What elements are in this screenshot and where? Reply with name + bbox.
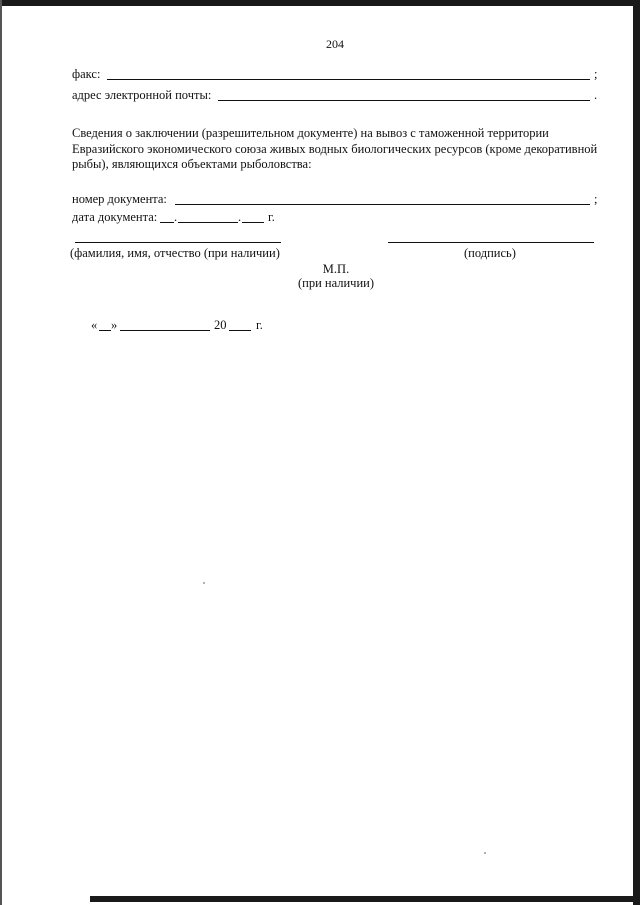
- page-number: 204: [326, 37, 344, 51]
- paragraph-line-3: рыбы), являющихся объектами рыболовства:: [72, 157, 312, 171]
- doc-number-end-mark: ;: [594, 192, 598, 206]
- email-label: адрес электронной почты:: [72, 88, 212, 102]
- paragraph-line-1: Сведения о заключении (разрешительном документе) на вывоз с таможенной территории: [72, 126, 549, 140]
- signature-caption: (подпись): [464, 246, 516, 260]
- stamp-mark: М.П.: [322, 262, 350, 276]
- doc-date-dot-2: .: [238, 210, 242, 224]
- scan-speck: [484, 852, 486, 854]
- doc-number-label: номер документа:: [72, 192, 167, 206]
- stamp-note: (при наличии): [297, 276, 375, 290]
- sign-date-month-field[interactable]: [120, 330, 210, 331]
- doc-date-month-field[interactable]: [178, 222, 238, 223]
- scan-border-top: [0, 0, 640, 6]
- full-name-caption: (фамилия, имя, отчество (при наличии): [70, 246, 280, 260]
- sign-date-day-field[interactable]: [99, 330, 111, 331]
- doc-date-dot-1: .: [174, 210, 178, 224]
- doc-number-field[interactable]: [175, 204, 590, 205]
- scan-border-right: [633, 0, 640, 905]
- doc-date-label: дата документа:: [72, 210, 158, 224]
- paragraph-line-2: Евразийского экономического союза живых водных биологических ресурсов (кроме декоративной: [72, 141, 598, 156]
- scan-speck: [203, 582, 205, 584]
- permit-info-paragraph: [72, 126, 607, 173]
- doc-date-year-field[interactable]: [242, 222, 264, 223]
- doc-date-year-suffix: г.: [268, 210, 275, 224]
- email-end-mark: .: [594, 88, 598, 102]
- fax-label: факс:: [72, 67, 101, 81]
- full-name-field[interactable]: [75, 242, 281, 243]
- fax-end-mark: ;: [594, 67, 598, 81]
- sign-date-year-field[interactable]: [229, 330, 251, 331]
- sign-date-year-prefix: 20: [214, 318, 227, 332]
- sign-date-suffix: г.: [256, 318, 263, 332]
- sign-date-open-quote: «: [91, 318, 98, 332]
- email-field[interactable]: [218, 100, 590, 101]
- sign-date-close-quote: »: [111, 318, 118, 332]
- scan-border-left: [0, 0, 2, 905]
- signature-field[interactable]: [388, 242, 594, 243]
- fax-field[interactable]: [107, 79, 590, 80]
- doc-date-day-field[interactable]: [160, 222, 174, 223]
- scan-border-bottom: [90, 896, 640, 902]
